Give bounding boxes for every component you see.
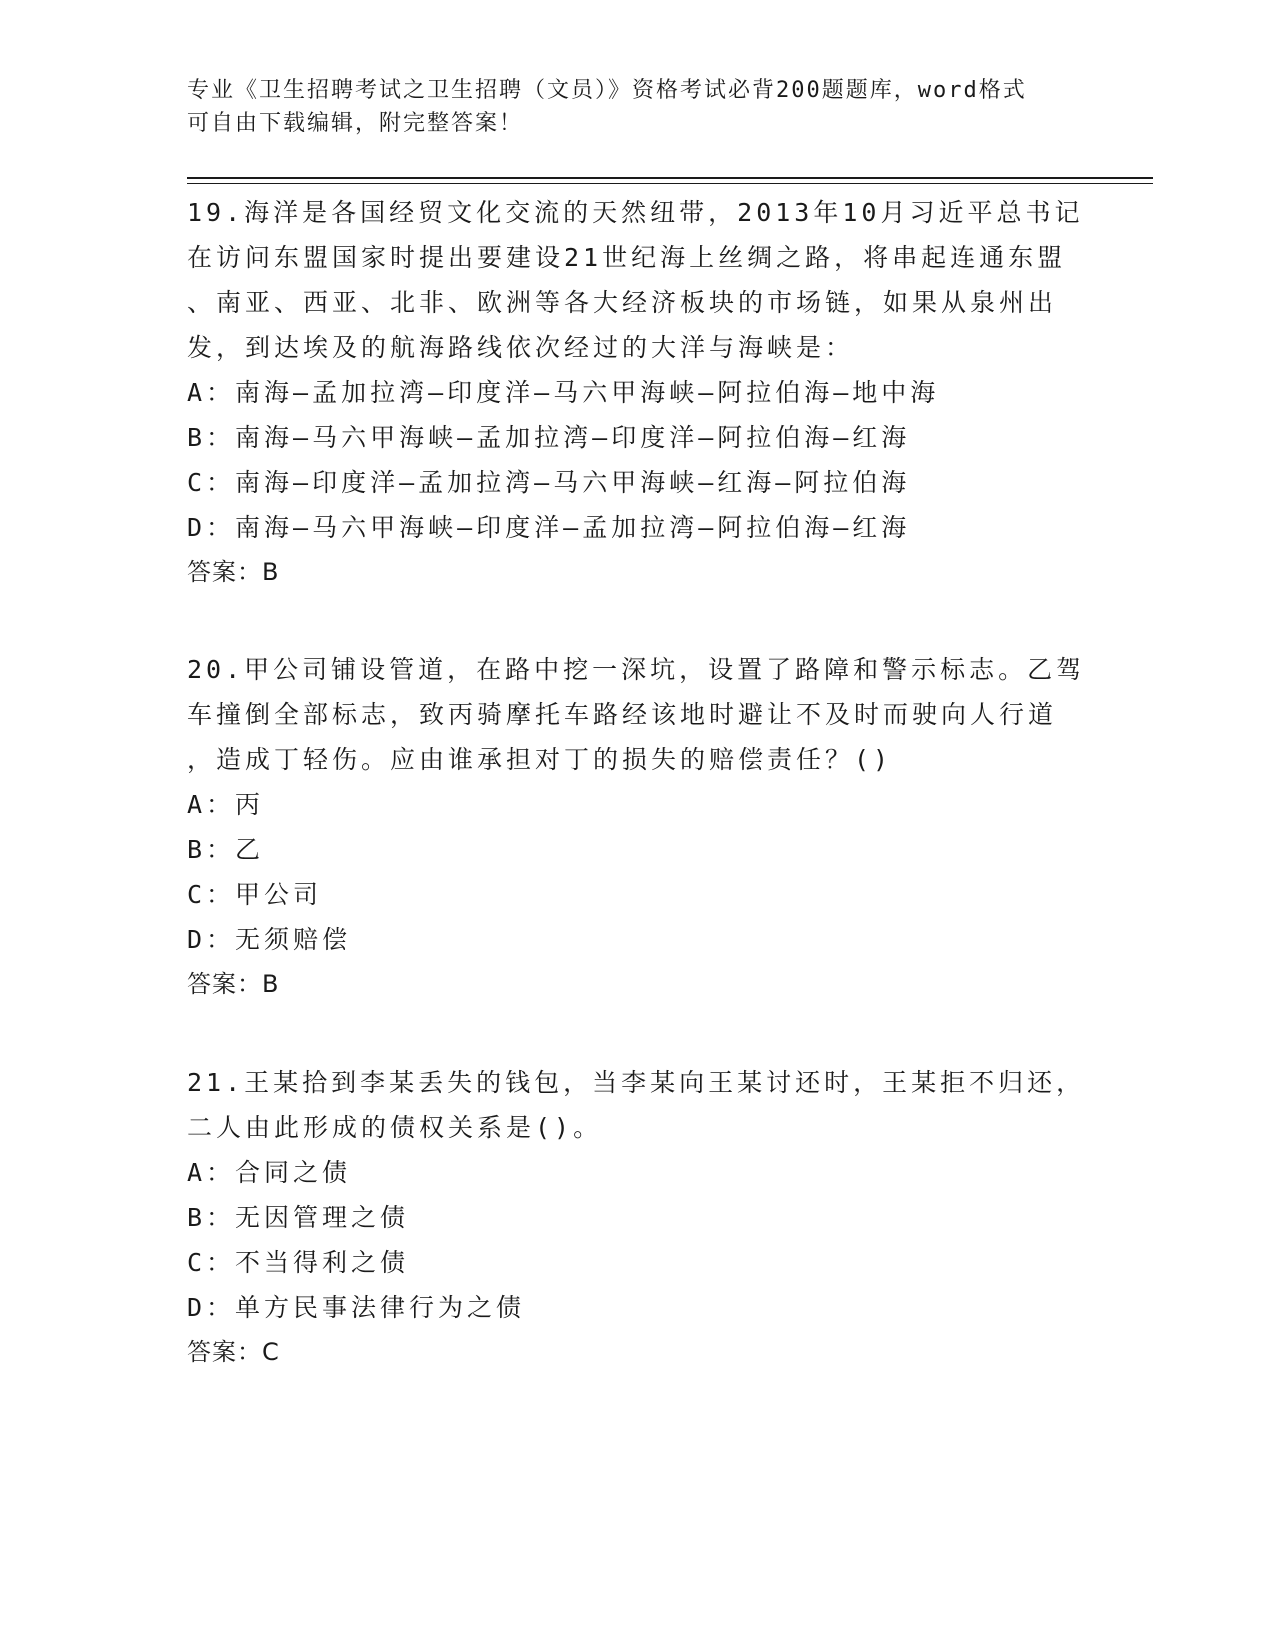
stem-line: ，造成丁轻伤。应由谁承担对丁的损失的赔偿责任？() xyxy=(187,745,893,774)
header-line-1: 专业《卫生招聘考试之卫生招聘（文员）》资格考试必背200题题库，word格式 xyxy=(187,78,1027,103)
option-a: A：丙 xyxy=(187,790,265,819)
option-a: A：南海—孟加拉湾—印度洋—马六甲海峡—阿拉伯海—地中海 xyxy=(187,378,940,407)
stem-line: 在访问东盟国家时提出要建设21世纪海上丝绸之路，将串起连通东盟 xyxy=(187,243,1067,272)
stem-line: 车撞倒全部标志，致丙骑摩托车路经该地时避让不及时而驶向人行道 xyxy=(187,700,1058,729)
option-c: C：南海—印度洋—孟加拉湾—马六甲海峡—红海—阿拉伯海 xyxy=(187,468,911,497)
option-c: C：不当得利之债 xyxy=(187,1248,410,1277)
stem-line: 19.海洋是各国经贸文化交流的天然纽带，2013年10月习近平总书记 xyxy=(187,198,1084,227)
option-d: D：单方民事法律行为之债 xyxy=(187,1293,526,1322)
answer-line: 答案：B xyxy=(187,558,280,586)
header-line-2: 可自由下载编辑，附完整答案！ xyxy=(187,111,524,136)
option-c: C：甲公司 xyxy=(187,880,323,909)
stem-line: 、南亚、西亚、北非、欧洲等各大经济板块的市场链，如果从泉州出 xyxy=(187,288,1058,317)
question-stem xyxy=(187,647,1087,782)
option-b: B：无因管理之债 xyxy=(187,1203,410,1232)
header-divider-thin xyxy=(187,183,1153,184)
document-header xyxy=(187,74,1067,140)
option-d: D：南海—马六甲海峡—印度洋—孟加拉湾—阿拉伯海—红海 xyxy=(187,513,911,542)
question-20 xyxy=(187,647,1087,1007)
answer-line: 答案：B xyxy=(187,970,280,998)
answer-line: 答案：C xyxy=(187,1338,280,1366)
question-stem xyxy=(187,1060,1087,1150)
question-stem xyxy=(187,190,1087,370)
option-b: B：乙 xyxy=(187,835,265,864)
stem-line: 21.王某拾到李某丢失的钱包，当李某向王某讨还时，王某拒不归还， xyxy=(187,1068,1086,1097)
option-b: B：南海—马六甲海峡—孟加拉湾—印度洋—阿拉伯海—红海 xyxy=(187,423,911,452)
header-divider-thick xyxy=(187,177,1153,179)
stem-line: 发，到达埃及的航海路线依次经过的大洋与海峡是： xyxy=(187,333,855,362)
question-19 xyxy=(187,190,1087,595)
option-d: D：无须赔偿 xyxy=(187,925,352,954)
question-21 xyxy=(187,1060,1087,1375)
stem-line: 20.甲公司铺设管道，在路中挖一深坑，设置了路障和警示标志。乙驾 xyxy=(187,655,1086,684)
stem-line: 二人由此形成的债权关系是()。 xyxy=(187,1113,603,1142)
option-a: A：合同之债 xyxy=(187,1158,352,1187)
